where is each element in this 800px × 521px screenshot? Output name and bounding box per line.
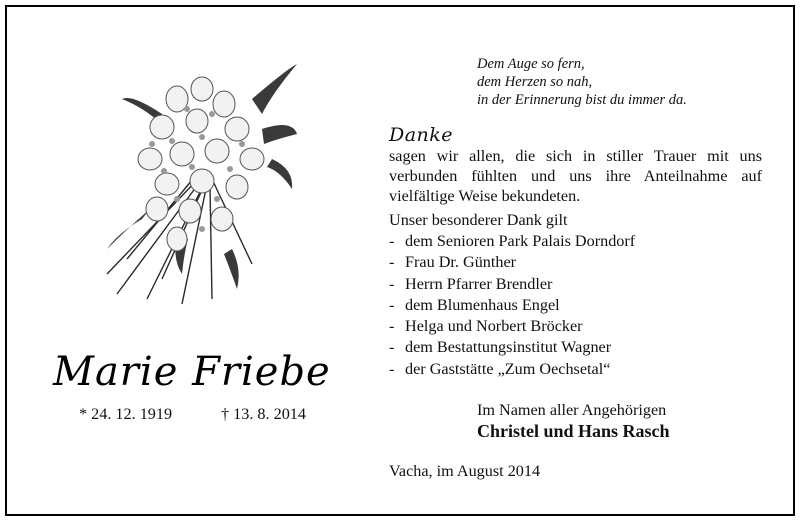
- poem-line: in der Erinnerung bist du immer da.: [477, 92, 687, 108]
- thanks-list: [389, 231, 635, 380]
- thanks-text: [389, 146, 762, 206]
- obituary-frame: [5, 5, 795, 516]
- thanks-intro: Unser besonderer Dank gilt: [389, 211, 568, 229]
- thanks-text-line: sagen wir allen, die sich in stiller Trauer mit uns: [389, 147, 762, 165]
- flower-bouquet-icon: [102, 59, 297, 304]
- list-item: - Helga und Norbert Bröcker: [389, 317, 583, 336]
- poem-line: dem Herzen so nah,: [477, 74, 593, 90]
- list-item: - dem Senioren Park Palais Dorndorf: [389, 232, 636, 250]
- list-item: - der Gaststätte „Zum Oechsetal“: [389, 359, 611, 378]
- list-item-text: Frau Dr. Günther: [405, 253, 517, 272]
- list-item-text: dem Senioren Park Palais Dorndorf: [405, 232, 636, 250]
- list-item: - dem Bestattungsinstitut Wagner: [389, 338, 612, 357]
- list-item-text: der Gaststätte „Zum Oechsetal“: [405, 359, 611, 378]
- poem: [477, 55, 687, 109]
- list-item-text: Helga und Norbert Bröcker: [405, 317, 583, 336]
- list-item: - Herrn Pfarrer Brendler: [389, 274, 553, 293]
- thanks-title: Danke: [389, 124, 454, 146]
- thanks-text-line: vielfältige Weise bekundeten.: [389, 187, 581, 205]
- deceased-name: Marie Friebe: [53, 349, 331, 395]
- list-item-text: dem Bestattungsinstitut Wagner: [405, 338, 612, 357]
- poem-line: Dem Auge so fern,: [477, 56, 585, 72]
- thanks-text-line: verbunden fühlten und uns ihre Anteilnahme auf: [389, 167, 762, 185]
- place-date: Vacha, im August 2014: [389, 462, 541, 480]
- birth-date: * 24. 12. 1919: [79, 405, 173, 423]
- list-item-text: dem Blumenhaus Engel: [405, 295, 560, 314]
- on-behalf-text: Im Namen aller Angehörigen: [477, 401, 667, 419]
- list-item-text: Herrn Pfarrer Brendler: [405, 274, 553, 293]
- signers-names: Christel und Hans Rasch: [477, 421, 670, 441]
- list-item: - Frau Dr. Günther: [389, 253, 517, 272]
- death-date: † 13. 8. 2014: [221, 405, 306, 423]
- list-item: - dem Blumenhaus Engel: [389, 295, 560, 314]
